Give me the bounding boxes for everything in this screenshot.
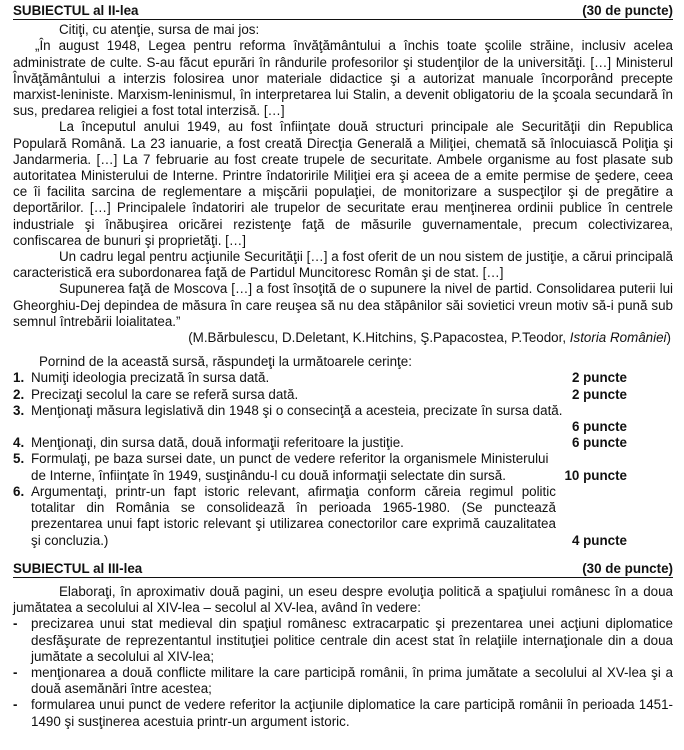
question-points: 6 puncte: [571, 435, 627, 451]
question-points: 10 puncte: [564, 467, 627, 483]
section-2-points: (30 de puncte): [582, 3, 673, 18]
question-number: 6.: [13, 483, 25, 499]
question-text: Menţionaţi măsura legislativă din 1948 şi o consecinţă a acesteia, precizate în sursa dată.: [31, 402, 563, 418]
essay-requirements: [13, 616, 673, 729]
question-points: 2 puncte: [571, 370, 627, 386]
question-6: [13, 484, 673, 549]
bullet-dash: -: [13, 697, 18, 713]
source-instruction: Citiţi, cu atenţie, sursa de mai jos:: [59, 22, 260, 38]
question-points: 4 puncte: [571, 532, 627, 548]
questions-list: [13, 370, 673, 548]
question-1: [13, 370, 673, 386]
section-3-header: [13, 561, 673, 578]
requirement-2: [13, 665, 673, 697]
requirement-text: precizarea unui stat medieval din spaţiul românesc extracarpatic şi prezentarea unei acţiuni diplomatice desfăşurate de reprezentantul instituţiei politice centrale din acest stat în relaţiile internaţionale din a doua jumătate a secolului al XIV-lea;: [31, 616, 673, 664]
source-paragraph-4: Supunerea faţă de Moscova […] a fost însoţită de o supunere la nivel de partid. Consolidarea puterii lui Gheorghiu-Dej depindea de măsura în care reuşea să nu dea stăpânilor săi sovietici vreun motiv să-i pună sub semnul întrebării loialitatea.”: [13, 281, 673, 329]
question-text: Menţionaţi, din sursa dată, două informaţii referitoare la justiţie.: [31, 435, 404, 451]
question-points: 2 puncte: [571, 386, 627, 402]
question-5: [13, 451, 673, 483]
questions-intro: Pornind de la această sursă, răspundeţi la următoarele cerinţe:: [39, 354, 412, 370]
source-paragraph-3: Un cadru legal pentru acţiunile Securităţii […] a fost oferit de un nou sistem de justiţie, a cărui principală caracteristică era subordonarea faţă de Partidul Muncitoresc Român şi de stat. […]: [13, 249, 673, 281]
question-number: 3.: [13, 402, 25, 418]
question-number: 4.: [13, 435, 25, 451]
bullet-dash: -: [13, 616, 18, 632]
source-paragraph-1: „În august 1948, Legea pentru reforma învăţământului a închis toate şcolile străine, inclusiv acelea administrate de culte. S-au făcut epurări în rândurile profesorilor şi studenţilor de la universităţi. […] Ministerul Învăţământului a interzis folosirea unor materiale didactice şi a autorizat manuale încorporând precepte marxist-leniniste. Marxism-leninismul, în interpretarea lui Stalin, a devenit obligatoriu de la şcoala secundară în sus, predarea religiei a fost total interzisă. […]: [13, 38, 673, 119]
requirement-3: [13, 697, 673, 729]
requirement-1: [13, 616, 673, 665]
question-text: Precizaţi secolul la care se referă sursa dată.: [31, 386, 299, 402]
essay-intro: Elaboraţi, în aproximativ două pagini, un eseu despre evoluţia politică a spaţiului românesc în a doua jumătatea a secolului al XIV-lea – secolul al XV-lea, având în vedere:: [13, 583, 673, 616]
section-3-title: SUBIECTUL al III-lea: [13, 560, 143, 576]
question-3: [13, 403, 673, 435]
question-points: 6 puncte: [571, 419, 627, 435]
section-2-header: [13, 3, 673, 20]
requirement-text: menţionarea a două conflicte militare la care participă românii, în prima jumătate a secolului al XV-lea şi a două asemănări între acestea;: [31, 664, 673, 697]
question-number: 1.: [13, 370, 25, 386]
question-text: Formulaţi, pe baza sursei date, un punct de vedere referitor la organismele Ministerului de Interne, înfiinţate în 1949, susţinându-l cu două informaţii selectate din sursă.: [31, 451, 549, 483]
requirement-text: formularea unui punct de vedere referitor la acţiunile diplomatice la care participă românii în perioada 1451-1490 şi susţinerea acestuia printr-un argument istoric.: [31, 697, 673, 729]
question-text: Numiţi ideologia precizată în sursa dată.: [31, 370, 270, 386]
source-close: ): [666, 330, 671, 346]
source-citation: [13, 330, 671, 346]
source-book-title: Istoria României: [569, 330, 667, 346]
source-paragraph-2: La începutul anului 1949, au fost înfiinţate două structuri principale ale Securităţii din Republica Populară Română. La 23 ianuarie, a fost creată Direcţia Generală a Miliţiei, chemată să înlocuiască Poliţia şi Jandarmeria. […] La 7 februarie au fost create trupele de securitate. Ambele organisme au fost plasate sub autoritatea Ministerului de Interne. Printre îndatoririle Miliţiei era şi aceea de a emite permise de şedere, ceea ce îi facilita sarcina de reglementare a mişcării populaţiei, de monitorizare a suspecţilor şi de pregătire a deportărilor. […] Principalele îndatoriri ale trupelor de securitate erau menţinerea ordinii publice în centrele industriale şi înăbuşirea oricărei rezistenţe faţă de măsurile guvernamentale, precum colectivizarea, confiscarea de bunuri şi proprietăţi. […]: [13, 119, 673, 248]
question-number: 2.: [13, 386, 25, 402]
source-authors: (M.Bărbulescu, D.Deletant, K.Hitchins, Ş.Papacostea, P.Teodor,: [188, 330, 570, 346]
exam-page: [13, 0, 673, 730]
section-2-title: SUBIECTUL al II-lea: [13, 3, 139, 18]
section-3-points: (30 de puncte): [582, 560, 673, 576]
question-4: [13, 435, 673, 451]
question-text: Argumentaţi, printr-un fapt istoric relevant, afirmaţia conform căreia regimul politic totalitar din România se consolidează în perioada 1965-1980. (Se punctează prezentarea unui fapt istoric relevant şi utilizarea conectorilor care exprimă cauzalitatea şi concluzia.): [31, 483, 556, 548]
question-2: [13, 387, 673, 403]
bullet-dash: -: [13, 664, 18, 680]
question-number: 5.: [13, 451, 25, 467]
